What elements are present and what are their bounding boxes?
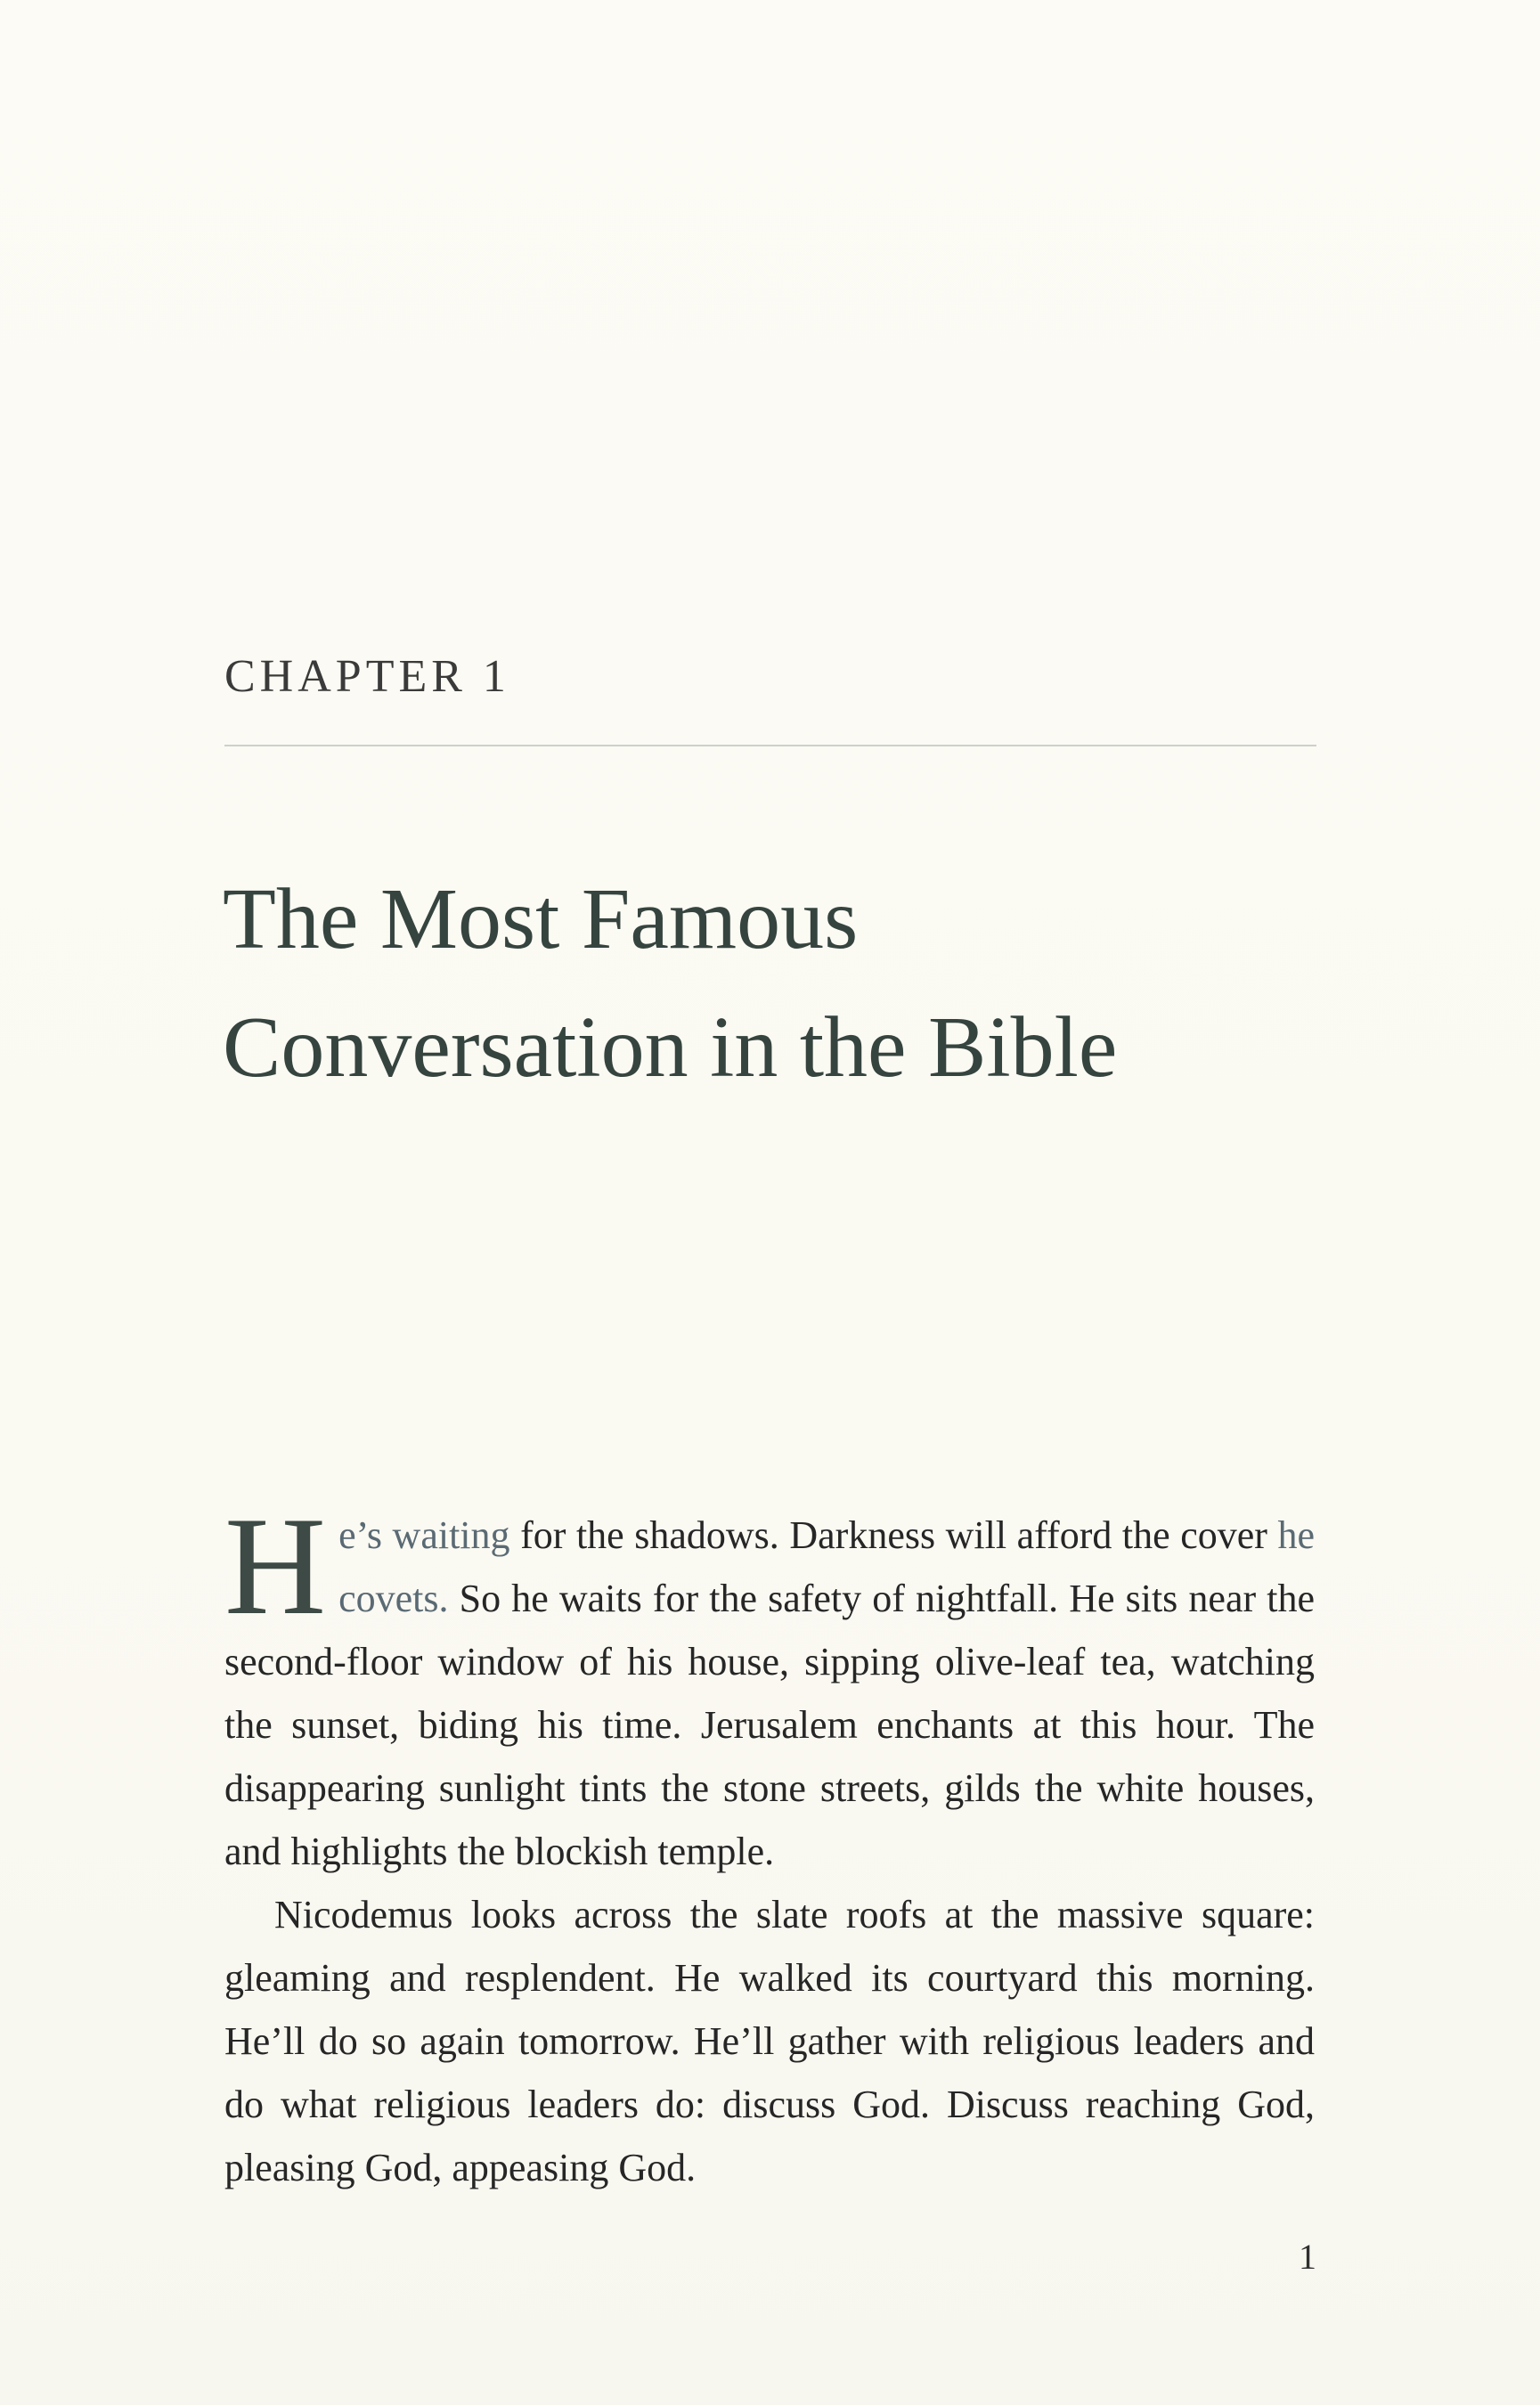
paragraph-1-line-1-rest: for the shadows. Darkness will afford the cover — [509, 1513, 1267, 1557]
paragraph-1 — [224, 1488, 1316, 1883]
paragraph-2: Nicodemus looks across the slate roofs at the massive square: gleaming and resplendent. He walked its courtyard this morning. He’ll do so again tomorrow. He’ll gather with religious leaders and do what religious leaders do: discuss God. Discuss reaching God, pleasing God, appeasing God. — [224, 1893, 1315, 2189]
drop-cap: H — [224, 1488, 327, 1644]
lead-in-words: e’s waiting — [338, 1513, 510, 1557]
chapter-label: CHAPTER 1 — [224, 651, 510, 702]
chapter-title-line-1: The Most Famous — [223, 871, 859, 967]
chapter-title-line-2: Conversation in the Bible — [223, 999, 1118, 1096]
chapter-divider — [224, 745, 1316, 746]
page-number: 1 — [1299, 2237, 1316, 2277]
lead-in-words-line-2: he covets. — [338, 1513, 1316, 1620]
body-text — [224, 1488, 1316, 2199]
paragraph-1-rest: So he waits for the safety of nightfall. He sits near the second-floor window of his house, sipping olive-leaf tea, watching the sunset, biding his time. Jerusalem enchants at this hour. The disappearing sunlight tints the stone streets, gilds the white houses, and highlights the blockish temple. — [224, 1577, 1315, 1873]
chapter-title — [223, 855, 1327, 1112]
